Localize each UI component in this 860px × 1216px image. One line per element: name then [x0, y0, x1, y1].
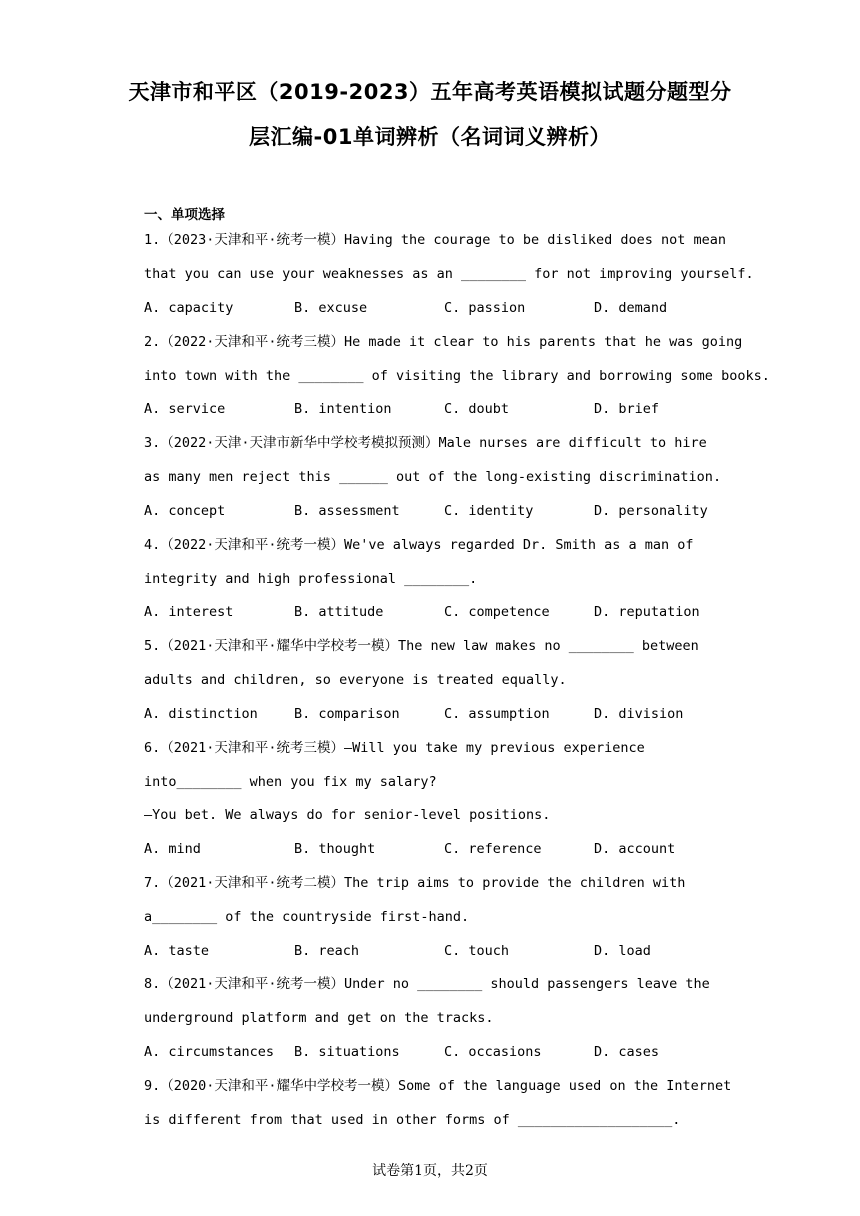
answer-option: D. personality: [594, 503, 708, 519]
question-text-line: 9.（2020·天津和平·耀华中学校考一模）Some of the language used on the Internet: [144, 1078, 732, 1094]
answer-option: B. reach: [294, 943, 360, 959]
answer-option: D. brief: [594, 401, 660, 417]
answer-option: B. comparison: [294, 706, 400, 722]
question-text-line: underground platform and get on the tracks.: [144, 1010, 494, 1026]
answer-option: D. account: [594, 841, 676, 857]
answer-option: B. intention: [294, 401, 392, 417]
answer-option: A. capacity: [144, 300, 234, 316]
answer-option: C. identity: [444, 503, 534, 519]
answer-option: A. service: [144, 401, 226, 417]
question-text-line: adults and children, so everyone is treated equally.: [144, 672, 567, 688]
question-text-line: integrity and high professional ________.: [144, 571, 478, 587]
answer-option: B. attitude: [294, 604, 384, 620]
question-text-line: 4.（2022·天津和平·统考一模）We've always regarded Dr. Smith as a man of: [144, 537, 694, 553]
question-text-line: 5.（2021·天津和平·耀华中学校考一模）The new law makes no ________ between: [144, 638, 699, 654]
answer-option: A. interest: [144, 604, 234, 620]
answer-option: C. occasions: [444, 1044, 542, 1060]
question-text-line: 7.（2021·天津和平·统考二模）The trip aims to provide the children with: [144, 875, 686, 891]
answer-option: C. doubt: [444, 401, 510, 417]
question-text-line: into town with the ________ of visiting the library and borrowing some books.: [144, 368, 770, 384]
answer-option: D. demand: [594, 300, 668, 316]
answer-option: A. concept: [144, 503, 226, 519]
answer-option: B. thought: [294, 841, 376, 857]
answer-option: C. passion: [444, 300, 526, 316]
answer-option: D. cases: [594, 1044, 660, 1060]
answer-option: C. competence: [444, 604, 550, 620]
answer-option: D. reputation: [594, 604, 700, 620]
question-text-line: a________ of the countryside first-hand.: [144, 909, 470, 925]
question-text-line: 2.（2022·天津和平·统考三模）He made it clear to his parents that he was going: [144, 334, 743, 350]
answer-option: A. mind: [144, 841, 201, 857]
answer-option: A. circumstances: [144, 1044, 275, 1060]
question-text-line: as many men reject this ______ out of the long-existing discrimination.: [144, 469, 722, 485]
answer-option: B. excuse: [294, 300, 368, 316]
answer-option: A. distinction: [144, 706, 258, 722]
question-text-line: 8.（2021·天津和平·统考一模）Under no ________ should passengers leave the: [144, 976, 710, 992]
answer-option: B. assessment: [294, 503, 400, 519]
question-text-line: that you can use your weaknesses as an ________ for not improving yourself.: [144, 266, 754, 282]
question-text-line: 3.（2022·天津·天津市新华中学校考模拟预测）Male nurses are difficult to hire: [144, 435, 707, 451]
question-text-line: 1.（2023·天津和平·统考一模）Having the courage to be disliked does not mean: [144, 232, 727, 248]
answer-option: D. load: [594, 943, 651, 959]
answer-option: A. taste: [144, 943, 210, 959]
question-text-line: into________ when you fix my salary?: [144, 774, 437, 790]
question-text-line: is different from that used in other forms of ___________________.: [144, 1112, 681, 1128]
answer-option: B. situations: [294, 1044, 400, 1060]
question-text-line: 6.（2021·天津和平·统考三模）—Will you take my previous experience: [144, 740, 645, 756]
answer-option: D. division: [594, 706, 684, 722]
answer-option: C. assumption: [444, 706, 550, 722]
answer-option: C. touch: [444, 943, 510, 959]
question-text-line: —You bet. We always do for senior-level positions.: [144, 807, 551, 823]
section-heading: 一、单项选择: [144, 207, 225, 223]
page-footer: 试卷第1页，共2页: [372, 1163, 488, 1179]
page-title-line-2: 层汇编-01单词辨析（名词词义辨析）: [249, 125, 611, 149]
page-title-line-1: 天津市和平区（2019-2023）五年高考英语模拟试题分题型分: [128, 80, 732, 104]
answer-option: C. reference: [444, 841, 542, 857]
